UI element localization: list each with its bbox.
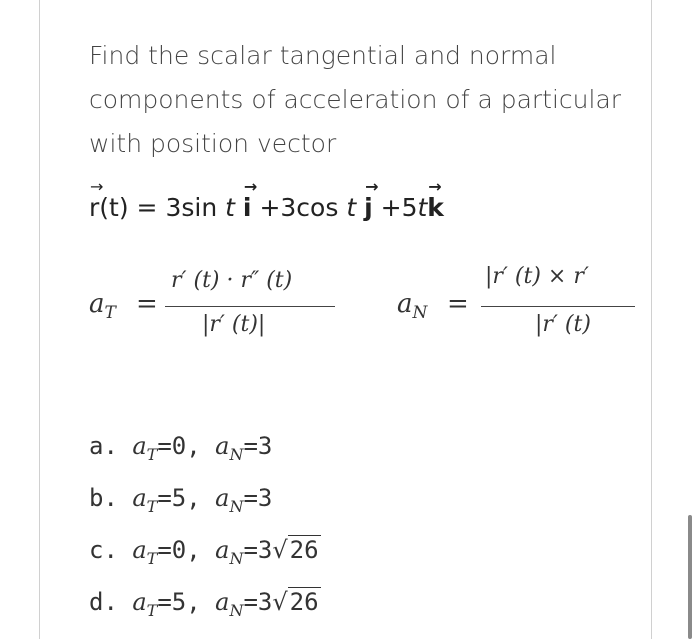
question-line-1: Find the scalar tangential and normal bbox=[89, 41, 557, 70]
aT-label: $a_T$ bbox=[132, 588, 158, 620]
sqrt-expression bbox=[272, 584, 320, 620]
choice-a[interactable]: a. $a_T=0$, $a_N=3$ bbox=[89, 432, 273, 464]
aN-value: 3 bbox=[257, 484, 273, 512]
i-unit-label: i bbox=[242, 193, 252, 222]
sqrt-icon: √ bbox=[272, 588, 288, 616]
position-vector bbox=[89, 177, 444, 222]
aN-value: 3 bbox=[257, 588, 273, 616]
aT-numerator: r′ (t) · r″ (t) bbox=[171, 268, 293, 293]
aN-value: 3 bbox=[257, 536, 273, 564]
i-unit-vector bbox=[242, 177, 258, 222]
aT-fraction-bar bbox=[165, 306, 335, 307]
question-text bbox=[89, 34, 629, 166]
left-border bbox=[39, 0, 40, 639]
radicand: 26 bbox=[289, 588, 319, 616]
term1-coef: 3sin bbox=[165, 193, 218, 222]
choice-letter: b. bbox=[89, 484, 118, 512]
aN-label: $a_N$ bbox=[215, 588, 244, 620]
choice-c[interactable]: c. $a_T=0$, $a_N=3√26$ bbox=[89, 532, 321, 584]
k-arrow-icon: → bbox=[428, 177, 442, 196]
scrollbar-thumb[interactable] bbox=[688, 515, 692, 639]
k-unit-vector bbox=[427, 177, 444, 222]
term2-coef: 3cos bbox=[280, 193, 339, 222]
choice-letter: a. bbox=[89, 432, 118, 460]
j-arrow-icon: → bbox=[365, 177, 379, 196]
i-arrow-icon: → bbox=[243, 177, 258, 196]
radicand: 26 bbox=[289, 536, 319, 564]
aN-fraction-bar bbox=[481, 306, 635, 307]
aT-label: $a_T$ bbox=[132, 484, 158, 516]
r-vector-symbol bbox=[89, 177, 129, 222]
aN-value: 3 bbox=[257, 432, 273, 460]
aN-label: $a_N$ bbox=[215, 536, 244, 568]
tangential-formula bbox=[89, 262, 349, 342]
j-unit-vector bbox=[364, 177, 379, 222]
aN-equals: = bbox=[447, 289, 469, 319]
term1-var: t bbox=[225, 193, 235, 222]
aN-label: $a_N$ bbox=[215, 484, 244, 516]
k-unit-label: k bbox=[427, 193, 444, 222]
sqrt-icon: √ bbox=[272, 536, 288, 564]
answer-choices bbox=[89, 428, 321, 636]
choice-letter: c. bbox=[89, 536, 118, 564]
aT-denominator: |r′ (t)| bbox=[202, 312, 266, 337]
aT-label: $a_T$ bbox=[132, 432, 158, 464]
choice-b[interactable]: b. $a_T=5$, $a_N=3$ bbox=[89, 484, 273, 516]
vector-arrow-icon: → bbox=[90, 177, 104, 196]
term3-var: t bbox=[417, 193, 428, 222]
aT-label: $a_T$ bbox=[132, 536, 158, 568]
aT-symbol: $a_T$ bbox=[89, 289, 116, 324]
aT-value: 0 bbox=[171, 432, 187, 460]
right-border bbox=[651, 0, 652, 639]
plus-1: + bbox=[259, 193, 281, 222]
question-line-2: components of acceleration of a particular bbox=[89, 85, 622, 114]
normal-formula bbox=[397, 262, 637, 342]
question-line-3: with position vector bbox=[89, 129, 337, 158]
r-vector-label: r(t) bbox=[89, 193, 129, 222]
pos-eq: = bbox=[136, 193, 158, 222]
aN-symbol: $a_N$ bbox=[397, 289, 428, 324]
aT-equals: = bbox=[136, 289, 158, 319]
aT-value: 0 bbox=[171, 536, 187, 564]
aN-numerator: |r′ (t) × r′ bbox=[485, 264, 589, 289]
choice-d[interactable]: d. $a_T=5$, $a_N=3√26$ bbox=[89, 584, 321, 636]
plus-2: + bbox=[380, 193, 402, 222]
aN-label: $a_N$ bbox=[215, 432, 244, 464]
j-unit-label: j bbox=[364, 193, 373, 222]
sqrt-expression bbox=[272, 532, 320, 568]
choice-letter: d. bbox=[89, 588, 118, 616]
term2-var: t bbox=[346, 193, 357, 222]
aT-value: 5 bbox=[171, 484, 187, 512]
aN-denominator: |r′ (t) bbox=[535, 312, 591, 337]
aT-value: 5 bbox=[171, 588, 187, 616]
term3-coef: 5 bbox=[401, 193, 418, 222]
